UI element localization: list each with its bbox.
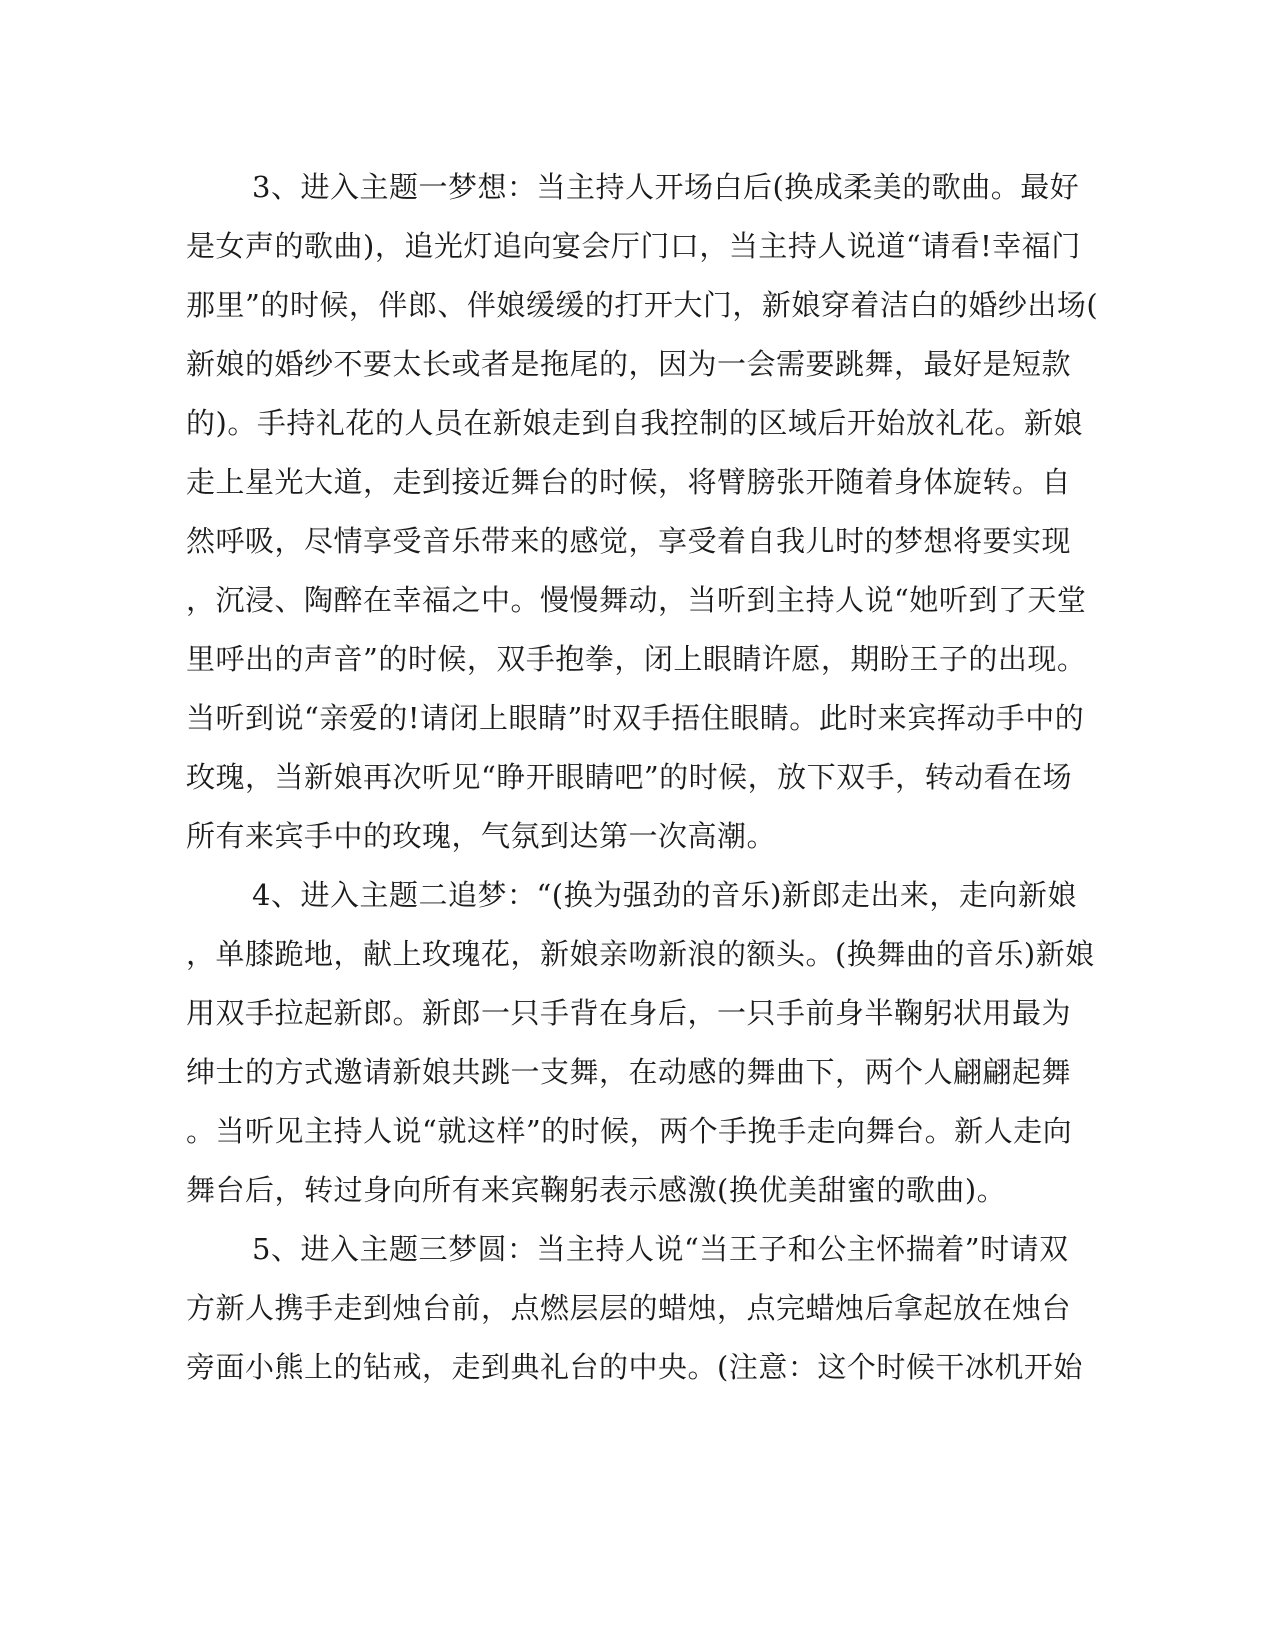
paragraph-5-line-1: 5、进入主题三梦圆：当主持人说“当王子和公主怀揣着”时请双 [252, 1232, 1069, 1266]
paragraph-4-line-5: 。当听见主持人说“就这样”的时候，两个手挽手走向舞台。新人走向 [186, 1114, 1073, 1148]
paragraph-3-line-10: 当听到说“亲爱的!请闭上眼睛”时双手捂住眼睛。此时来宾挥动手中的 [186, 701, 1085, 735]
paragraph-3-line-11: 玫瑰，当新娘再次听见“睁开眼睛吧”的时候，放下双手，转动看在场 [186, 760, 1073, 794]
paragraph-4-line-6: 舞台后，转过身向所有来宾鞠躬表示感激(换优美甜蜜的歌曲)。 [186, 1173, 1007, 1207]
paragraph-3-line-7: 然呼吸，尽情享受音乐带来的感觉，享受着自我儿时的梦想将要实现 [186, 524, 1072, 558]
paragraph-3-line-5: 的)。手持礼花的人员在新娘走到自我控制的区域后开始放礼花。新娘 [186, 406, 1083, 440]
paragraph-4-line-4: 绅士的方式邀请新娘共跳一支舞，在动感的舞曲下，两个人翩翩起舞 [186, 1055, 1072, 1089]
paragraph-4-line-3: 用双手拉起新郎。新郎一只手背在身后，一只手前身半鞠躬状用最为 [186, 996, 1072, 1030]
paragraph-5-line-2: 方新人携手走到烛台前，点燃层层的蜡烛，点完蜡烛后拿起放在烛台 [186, 1291, 1072, 1325]
paragraph-3-line-9: 里呼出的声音”的时候，双手抱拳，闭上眼睛许愿，期盼王子的出现。 [186, 642, 1087, 676]
document-body [186, 158, 1099, 1397]
paragraph-3-line-1: 3、进入主题一梦想：当主持人开场白后(换成柔美的歌曲。最好 [252, 170, 1080, 204]
paragraph-4-line-2: ，单膝跪地，献上玫瑰花，新娘亲吻新浪的额头。(换舞曲的音乐)新娘 [186, 937, 1095, 971]
paragraph-3-line-8: ，沉浸、陶醉在幸福之中。慢慢舞动，当听到主持人说“她听到了天堂 [186, 583, 1087, 617]
paragraph-3-line-4: 新娘的婚纱不要太长或者是拖尾的，因为一会需要跳舞，最好是短款 [186, 347, 1072, 381]
paragraph-3-line-2: 是女声的歌曲)，追光灯追向宴会厅门口，当主持人说道“请看!幸福门 [186, 229, 1081, 263]
paragraph-3-line-12: 所有来宾手中的玫瑰，气氛到达第一次高潮。 [186, 819, 777, 853]
paragraph-4-line-1: 4、进入主题二追梦：“(换为强劲的音乐)新郎走出来，走向新娘 [252, 878, 1077, 912]
paragraph-5-line-3: 旁面小熊上的钻戒，走到典礼台的中央。(注意：这个时候干冰机开始 [186, 1350, 1083, 1384]
paragraph-3-line-6: 走上星光大道，走到接近舞台的时候，将臂膀张开随着身体旋转。自 [186, 465, 1072, 499]
paragraph-3-line-3: 那里”的时候，伴郎、伴娘缓缓的打开大门，新娘穿着洁白的婚纱出场( [186, 288, 1099, 322]
